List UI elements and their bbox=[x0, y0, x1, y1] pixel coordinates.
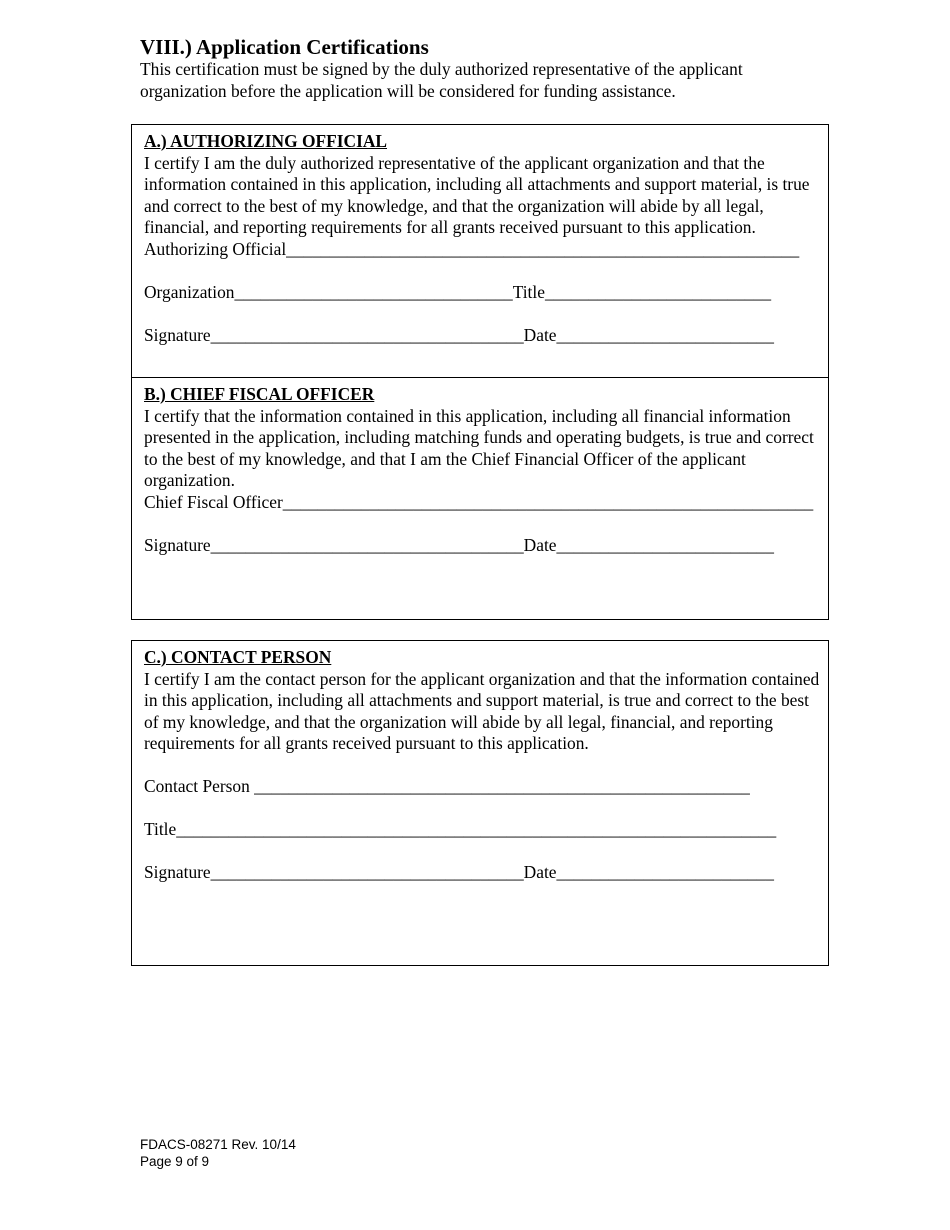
contact-person-statement: I certify I am the contact person for the applicant organization and that the information contained in this application, including all attachments and support material, is true and correct to the best of my knowledge, and that the organization will abide by all legal, financial, and reporting requirements for all grants received pursuant to this application. bbox=[144, 668, 820, 753]
contact-person-field[interactable]: Contact Person _________________________________________________________ bbox=[144, 776, 750, 796]
contact-signature-date-field[interactable]: Signature____________________________________Date_________________________ bbox=[144, 862, 774, 882]
contact-title-field[interactable]: Title_____________________________________________________________________ bbox=[144, 819, 777, 839]
contact-person-heading: C.) CONTACT PERSON bbox=[144, 647, 332, 667]
chief-fiscal-officer-section bbox=[144, 384, 820, 556]
section-title: VIII.) Application Certifications bbox=[140, 35, 429, 59]
authorizing-official-heading: A.) AUTHORIZING OFFICIAL bbox=[144, 131, 388, 151]
chief-fiscal-officer-heading: B.) CHIEF FISCAL OFFICER bbox=[144, 384, 375, 404]
authorizing-official-section bbox=[144, 131, 820, 346]
cfo-signature-date-field[interactable]: Signature____________________________________Date_________________________ bbox=[144, 534, 774, 555]
organization-title-field[interactable]: Organization________________________________Title__________________________ bbox=[144, 281, 772, 302]
certification-box-ab bbox=[131, 124, 829, 620]
page-footer bbox=[140, 1136, 296, 1170]
chief-fiscal-officer-field[interactable]: Chief Fiscal Officer_____________________________________________________________ bbox=[144, 491, 814, 512]
page-number: Page 9 of 9 bbox=[140, 1154, 210, 1169]
intro-text: This certification must be signed by the duly authorized representative of the applicant organization before the application will be considered for funding assistance. bbox=[140, 59, 743, 101]
form-number: FDACS-08271 Rev. 10/14 bbox=[140, 1137, 296, 1152]
section-divider bbox=[132, 377, 828, 378]
authorizing-signature-date-field[interactable]: Signature____________________________________Date_________________________ bbox=[144, 324, 774, 345]
chief-fiscal-officer-statement: I certify that the information contained in this application, including all financial information presented in the application, including matching funds and operating budgets, is true and correct to the best of my knowledge, and that I am the Chief Financial Officer of the applicant organization. bbox=[144, 405, 814, 490]
certification-box-c bbox=[131, 640, 829, 966]
authorizing-official-field[interactable]: Authorizing Official___________________________________________________________ bbox=[144, 238, 800, 259]
authorizing-official-statement: I certify I am the duly authorized representative of the applicant organization and that the information contained in this application, including all attachments and support material, is true and correct to the best of my knowledge, and that the organization will abide by all legal, financial, and reporting requirements for all grants received pursuant to this application. bbox=[144, 152, 810, 237]
contact-person-section bbox=[144, 647, 820, 884]
